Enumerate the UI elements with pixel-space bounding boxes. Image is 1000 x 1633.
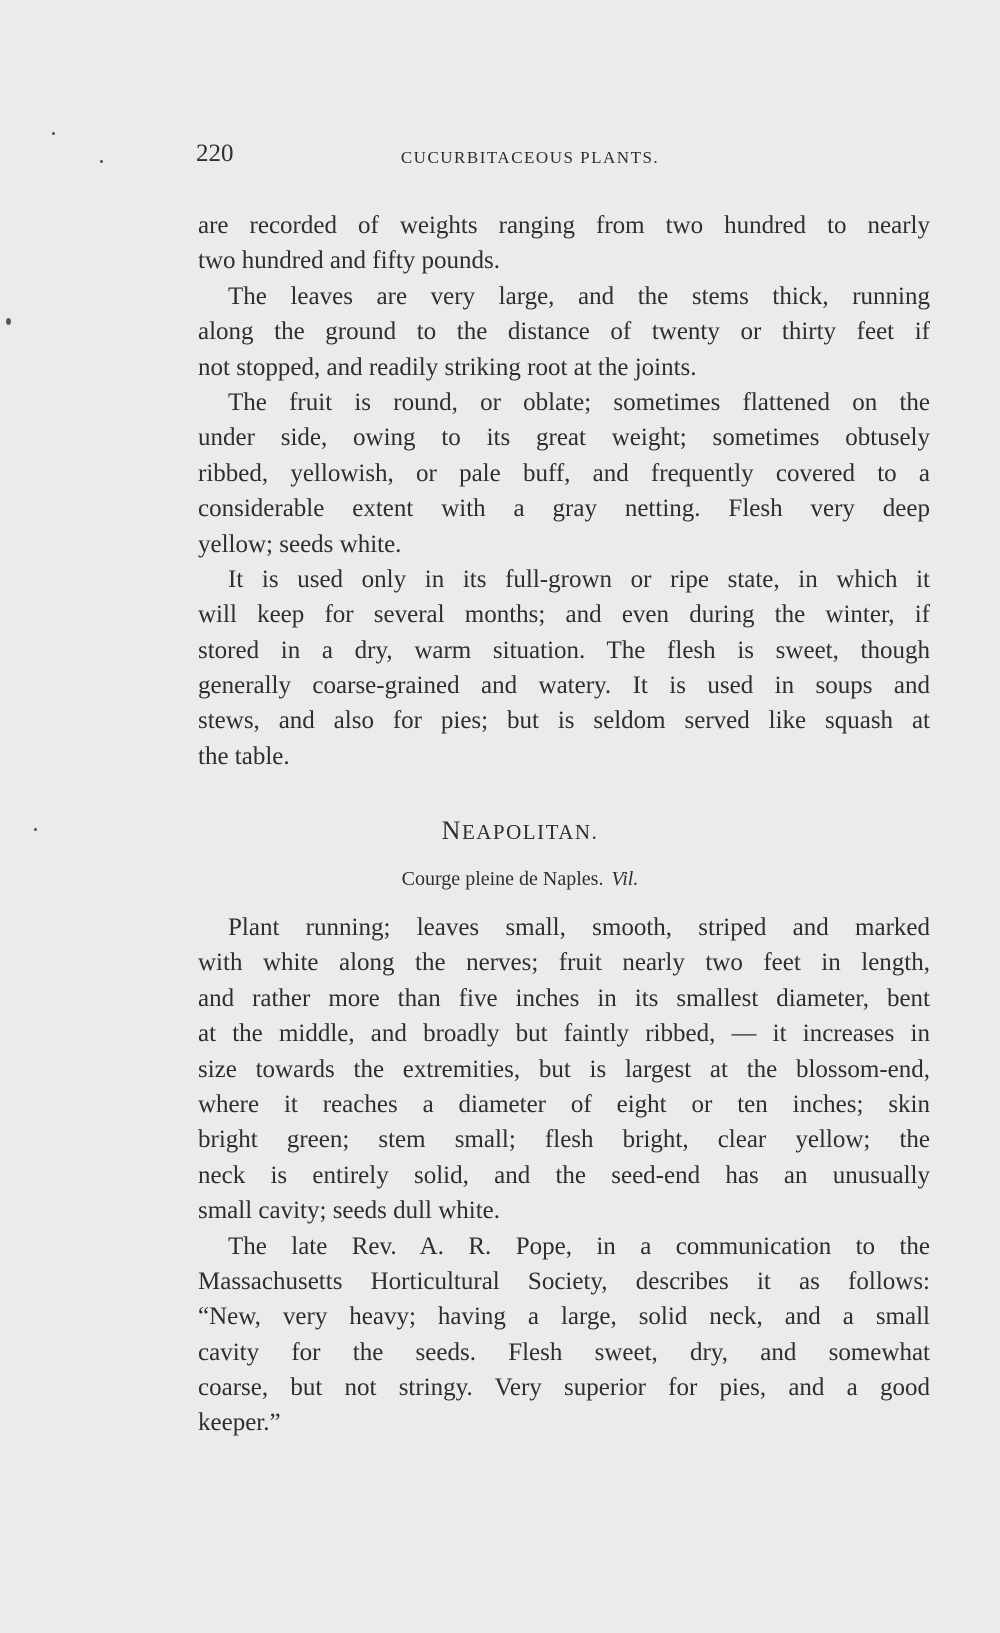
text-line: The fruit is round, or oblate; sometimes flattened on the xyxy=(228,388,930,416)
text-line: yellow; seeds white. xyxy=(198,530,402,558)
text-line: The late Rev. A. R. Pope, in a communication to the xyxy=(228,1232,930,1260)
text-line: Plant running; leaves small, smooth, striped and marked xyxy=(228,914,930,941)
text-line: “New, very heavy; having a large, solid neck, and a small xyxy=(198,1303,930,1331)
text-line: along the ground to the distance of twenty or thirty feet if xyxy=(198,318,930,346)
scan-speck xyxy=(6,318,11,325)
text-line: are recorded of weights ranging from two hundred to nearly xyxy=(198,212,930,239)
text-line: The leaves are very large, and the stems thick, running xyxy=(228,282,930,310)
text-line: considerable extent with a gray netting. Flesh very deep xyxy=(198,495,930,523)
scan-speck xyxy=(52,132,55,135)
text-line: at the middle, and broadly but faintly ribbed, — it increases in xyxy=(198,1020,930,1048)
text-line: not stopped, and readily striking root at the joints. xyxy=(198,353,697,381)
text-line: It is used only in its full-grown or ripe state, in which it xyxy=(228,565,930,593)
text-line: small cavity; seeds dull white. xyxy=(198,1197,501,1225)
heading-rest: EAPOLITAN. xyxy=(461,820,599,844)
running-title: CUCURBITACEOUS PLANTS. xyxy=(400,148,660,167)
text-line: where it reaches a diameter of eight or ten inches; skin xyxy=(198,1090,930,1118)
text-line: two hundred and fifty pounds. xyxy=(198,247,501,275)
text-line: will keep for several months; and even during the winter, if xyxy=(198,601,930,629)
text-line: under side, owing to its great weight; sometimes obtusely xyxy=(198,424,930,452)
text-line: stored in a dry, warm situation. The flesh is sweet, though xyxy=(198,636,930,664)
heading-initial: N xyxy=(441,816,462,845)
synonym: Courge pleine de Naples. xyxy=(401,868,604,890)
text-line: size towards the extremities, but is largest at the blossom-end, xyxy=(198,1055,930,1083)
text-line: generally coarse-grained and watery. It is used in soups and xyxy=(198,672,930,700)
body-text-section-2 xyxy=(198,910,930,1441)
text-line: cavity for the seeds. Flesh sweet, dry, and somewhat xyxy=(198,1338,930,1366)
scan-speck xyxy=(34,828,37,831)
body-text-section-1 xyxy=(198,208,930,774)
text-line: and rather more than five inches in its smallest diameter, bent xyxy=(198,984,930,1012)
text-line: keeper.” xyxy=(198,1409,281,1437)
section-subheading xyxy=(0,868,1000,891)
page-number: 220 xyxy=(196,140,234,167)
text-line: the table. xyxy=(198,742,290,770)
text-line: bright green; stem small; flesh bright, clear yellow; the xyxy=(198,1126,930,1154)
text-line: stews, and also for pies; but is seldom served like squash at xyxy=(198,707,930,735)
text-line: Massachusetts Horticultural Society, describes it as follows: xyxy=(198,1267,930,1295)
text-line: with white along the nerves; fruit nearly two feet in length, xyxy=(198,949,930,977)
text-line: ribbed, yellowish, or pale buff, and frequently covered to a xyxy=(198,459,930,487)
scan-speck xyxy=(100,160,103,163)
section-heading xyxy=(0,816,1000,846)
text-line: neck is entirely solid, and the seed-end has an unusually xyxy=(198,1161,930,1189)
text-line: coarse, but not stringy. Very superior for pies, and a good xyxy=(198,1374,930,1402)
authority: Vil. xyxy=(611,868,639,890)
